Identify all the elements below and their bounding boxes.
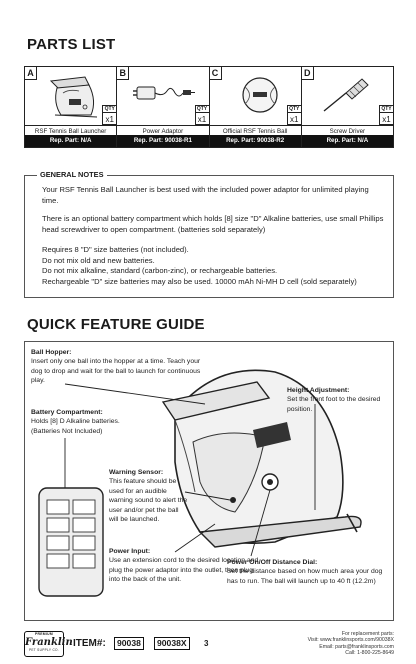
part-d — [302, 67, 393, 147]
contact-info — [308, 631, 394, 657]
power-adaptor-icon — [131, 71, 201, 123]
contact-line: Email: parts@franklinsports.com — [319, 643, 394, 650]
general-notes — [24, 170, 394, 298]
part-number: Rep. Part: 90038-R1 — [117, 135, 208, 147]
page-number: 3 — [204, 639, 209, 648]
callout-text: Set the distance based on how much area your dog has to run. The ball will launch up to 40 ft (12.2m) — [227, 568, 383, 585]
callout-text: This feature should be used for an audible warning sound to alert the user and/or pet the ball will be launched. — [109, 478, 188, 524]
logo-bottom-text: PET SUPPLY CO. — [28, 648, 60, 652]
quick-feature-guide — [24, 341, 394, 621]
note-paragraph-3 — [42, 245, 387, 287]
callout-title: Power On/Off Distance Dial: — [227, 559, 318, 566]
note-line: Rechargeable "D" size batteries may also be used. 10000 mAh Ni-MH D cell (sold separately) — [42, 276, 357, 286]
parts-list-title: PARTS LIST — [27, 36, 116, 53]
callout-title: Power Input: — [109, 548, 151, 555]
callout-title: Height Adjustment: — [287, 387, 350, 394]
note-paragraph-2: There is an optional battery compartment which holds [8] size "D" Alkaline batteries, use small Phillips head screwdriver to open compartment. (batteries sold separately) — [42, 214, 384, 234]
note-line: Do not mix old and new batteries. — [42, 255, 155, 265]
item-number-label: ITEM#: — [73, 638, 106, 649]
part-number: Rep. Part: 90038-R2 — [210, 135, 301, 147]
item-number-2: 90038X — [154, 637, 190, 650]
page-footer — [24, 631, 394, 657]
callout-text: Insert only one ball into the hopper at a time. Teach your dog to drop and wait for the ball to launch for continuous play. — [31, 358, 201, 385]
contact-line: For replacement parts: — [341, 631, 394, 637]
part-number: Rep. Part: N/A — [302, 135, 393, 147]
qty-value: x1 — [197, 115, 207, 124]
qty-label: QTY — [104, 106, 115, 112]
callout-title: Battery Compartment: — [31, 409, 103, 416]
part-letter: B — [117, 67, 129, 80]
callout-height-adjustment — [287, 386, 387, 414]
qty-label: QTY — [381, 106, 392, 112]
part-qty — [195, 105, 209, 125]
callout-text: Set the front foot to the desired position. — [287, 396, 381, 413]
callout-battery-compartment — [31, 408, 131, 436]
callout-distance-dial — [227, 558, 391, 586]
note-line: Requires 8 "D" size batteries (not included). — [42, 245, 189, 254]
part-number: Rep. Part: N/A — [25, 135, 116, 147]
part-qty — [287, 105, 301, 125]
part-c — [210, 67, 302, 147]
qty-label: QTY — [289, 106, 300, 112]
part-letter: C — [210, 67, 222, 80]
qty-value: x1 — [382, 115, 391, 124]
launcher-icon — [39, 71, 109, 123]
part-qty — [379, 105, 393, 125]
parts-table — [24, 66, 394, 148]
note-paragraph-1: Your RSF Tennis Ball Launcher is best used with the included power adaptor for unlimited playing time. — [42, 185, 369, 205]
part-name: RSF Tennis Ball Launcher — [25, 125, 116, 136]
franklin-logo — [24, 631, 73, 657]
callout-title: Ball Hopper: — [31, 349, 72, 356]
contact-line: Call: 1-800-225-8649 — [345, 650, 394, 657]
part-qty — [102, 105, 116, 125]
callout-text: Use an extension cord to the desired location and plug the power adaptor into the outlet, then plug into the back of the unit. — [109, 557, 259, 584]
part-a — [25, 67, 117, 147]
tennis-ball-icon — [224, 71, 294, 123]
contact-line: Visit: www.franklinsports.com/90038X — [307, 637, 394, 644]
qty-value: x1 — [105, 115, 114, 124]
note-line: Do not mix alkaline, standard (carbon-zinc), or rechargeable batteries. — [42, 266, 278, 275]
part-letter: A — [25, 67, 37, 80]
part-name: Screw Driver — [302, 125, 393, 136]
callout-title: Warning Sensor: — [109, 469, 164, 476]
callout-warning-sensor — [109, 468, 189, 524]
qty-value: x1 — [290, 115, 299, 124]
part-name: Power Adaptor — [117, 125, 208, 136]
part-b — [117, 67, 209, 147]
qty-label: QTY — [196, 106, 208, 112]
screwdriver-icon — [316, 71, 386, 123]
quick-feature-guide-title: QUICK FEATURE GUIDE — [27, 316, 205, 333]
logo-main-text: Franklin — [25, 637, 73, 648]
callout-text: Holds [8] D Alkaline batteries. (Batteries Not Included) — [31, 418, 120, 435]
callout-ball-hopper — [31, 348, 206, 386]
part-letter: D — [302, 67, 314, 80]
item-number-1: 90038 — [114, 637, 144, 650]
logo-top-text: PREMIUM — [34, 632, 54, 636]
part-name: Official RSF Tennis Ball — [210, 125, 301, 136]
general-notes-title: GENERAL NOTES — [37, 170, 107, 179]
